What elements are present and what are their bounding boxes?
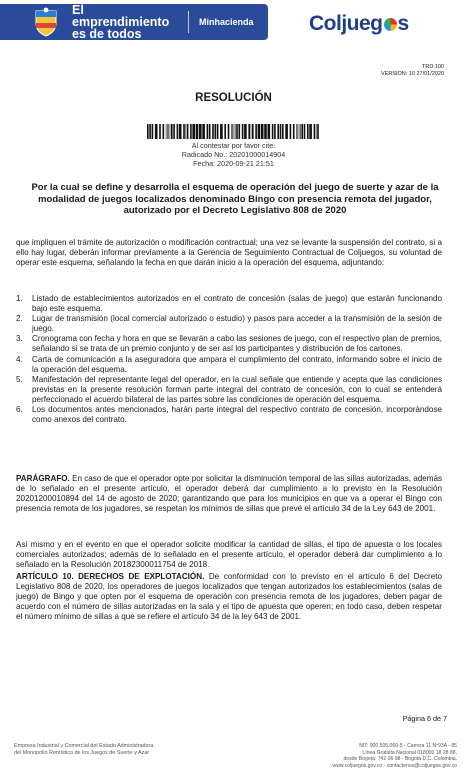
ministry-name: Minhacienda	[199, 17, 254, 27]
list-number: 4.	[16, 354, 23, 364]
footer-right-line-4: www.coljuegos.gov.co - contactenos@coljuegos.gov.co	[332, 762, 457, 769]
banner-slogan	[72, 4, 184, 40]
coljuegos-logo	[309, 12, 409, 36]
paragraph-3: Así mismo y en el evento en que el operador solicite modificar la cantidad de sillas, el tipo de apuesta o los locales comerciales autorizados; además de lo señalado en el presente artículo, el operador deberá dar cumplimiento a lo señalado en la Resolución 20182300011754 de 2018.	[16, 540, 442, 570]
footer-left-line-2: del Monopolio Rentístico de los Juegos de Suerte y Azar	[14, 749, 150, 756]
list-item	[16, 405, 442, 425]
banner-line-1: El emprendimiento	[72, 3, 170, 29]
list-item	[16, 294, 442, 314]
article-10-paragraph	[16, 572, 442, 622]
citation-line-2: Radicado No.: 20201000014904	[181, 149, 286, 159]
list-number: 5.	[16, 374, 23, 384]
document-title: RESOLUCIÓN	[195, 92, 272, 104]
list-text: Lugar de transmisión (local comercial autorizado o estudio) y pasos para acceder a la transmisión de la sesión de juego.	[32, 314, 442, 334]
footer-contact	[333, 743, 457, 769]
requirements-list	[16, 294, 442, 425]
citation-block	[0, 142, 467, 168]
logo-text-right: s	[397, 12, 409, 35]
footer-right-line-3: desde Bogotá: 742 06 98 - Bogotá D.C. Colombia.	[343, 756, 457, 762]
list-text: Carta de comunicación a la aseguradora que ampara el cumplimiento del contrato, informando sobre el inicio de la operación del esquema.	[32, 354, 442, 374]
list-number: 2.	[16, 314, 23, 324]
barcode-image	[147, 124, 321, 139]
list-item	[16, 355, 442, 375]
list-text: Manifestación del representante legal del operador, en la cual señale que entiende y acepta que las condiciones previstas en la presente resolución forman parte integral del contrato de concesión, con lo cual se entenderá perfeccionado el acuerdo bilateral de las partes sobre las condiciones de operación del esquema.	[32, 374, 442, 404]
government-banner	[0, 4, 268, 40]
list-number: 1.	[16, 294, 23, 303]
resolution-heading: Por la cual se define y desarrolla el esquema de operación del juego de suerte y azar de la modalidad de juegos localizados denominado Bingo con presencia remota del jugador, autorizado por el Decreto Legislativo 808 de 2020	[31, 182, 439, 216]
article-10-text: De conformidad con lo previsto en el artículo 6 del Decreto Legislativo 808 de 2020, los operadores de juegos localizados que tengan autorizados los establecimientos (salas de juego) de Bingo y que opten por el esquema de operación con presencia remota de los jugadores, deben pagar de acuerdo con el número de sillas autorizadas en la sala y el tipo de apuesta que operen; en todo caso, deben respetar el número mínimo de sillas a que se refiere el artículo 34 de la ley 643 de 2001.	[16, 572, 443, 622]
citation-line-1: Al contestar por favor cite:	[191, 141, 276, 150]
list-text: Cronograma con fecha y hora en que se llevarán a cabo las sesiones de juego, con el respectivo plan de premios, señalando si se trata de un premio conjunto y de ser así los participantes y distribución de los cartones.	[32, 334, 442, 354]
list-number: 3.	[16, 334, 23, 344]
list-item	[16, 334, 442, 354]
article-10-label: ARTÍCULO 10. DERECHOS DE EXPLOTACIÓN.	[16, 572, 205, 581]
coat-of-arms-icon	[28, 6, 64, 38]
document-version	[381, 64, 444, 78]
list-text: Los documentos antes mencionados, harán parte integral del respectivo contrato de concesión, incorporándose como anexos del contrato.	[32, 405, 442, 425]
footer-company	[14, 743, 153, 756]
trd-code: TRD:100	[421, 64, 444, 70]
footer-left-line-1: Empresa Industrial y Comercial del Estado Administradora	[14, 743, 154, 749]
list-text: Listado de establecimientos autorizados en el contrato de concesión (salas de juego) que estarán funcionando bajo este esquema.	[32, 294, 442, 314]
version-code: VERSION: 10 27/01/2020	[381, 71, 444, 77]
intro-paragraph: que impliquen el trámite de autorización o modificación contractual; una vez se levante la suspensión del contrato, si a ello hay lugar, deberán informar previamente a la Gerencia de Seguimiento Contractual de Coljuegos, su voluntad de operar este esquema, señalando la fecha en que darán inicio a la operación del esquema, adjuntando:	[16, 238, 442, 268]
logo-text-left: Coljueg	[309, 12, 383, 35]
list-number: 6.	[16, 405, 23, 415]
footer-right-line-1: NIT: 900.505.060-5 - Carrera 11 Nº93A - 85	[359, 743, 457, 749]
paragrafo-text: En caso de que el operador opte por solicitar la disminución temporal de las sillas autorizadas, además de lo señalado en el presente artículo, el operador deberá dar cumplimiento a lo previsto en la Resolución 20201200010894 del 14 de agosto de 2020; garantizando que para los municipios en que va a operar el Bingo con presencia remota de los jugadores, se respetan los mínimos de sillas que prevé el artículo 34 de la Ley 643 de 2001.	[16, 474, 442, 514]
paragrafo-paragraph	[16, 474, 442, 514]
banner-line-2: es de todos	[72, 27, 142, 41]
footer-right-line-2: Línea Gratuita Nacional 018000 18 28 88,	[362, 749, 457, 756]
list-item	[16, 375, 442, 405]
paragrafo-label: PARÁGRAFO.	[16, 474, 70, 483]
banner-divider	[188, 11, 189, 33]
list-item	[16, 314, 442, 334]
logo-ball-icon	[384, 18, 397, 31]
page-header	[0, 0, 467, 52]
page-number: Página 6 de 7	[402, 714, 447, 723]
citation-line-3: Fecha: 2020-09-21 21:51	[193, 158, 274, 168]
